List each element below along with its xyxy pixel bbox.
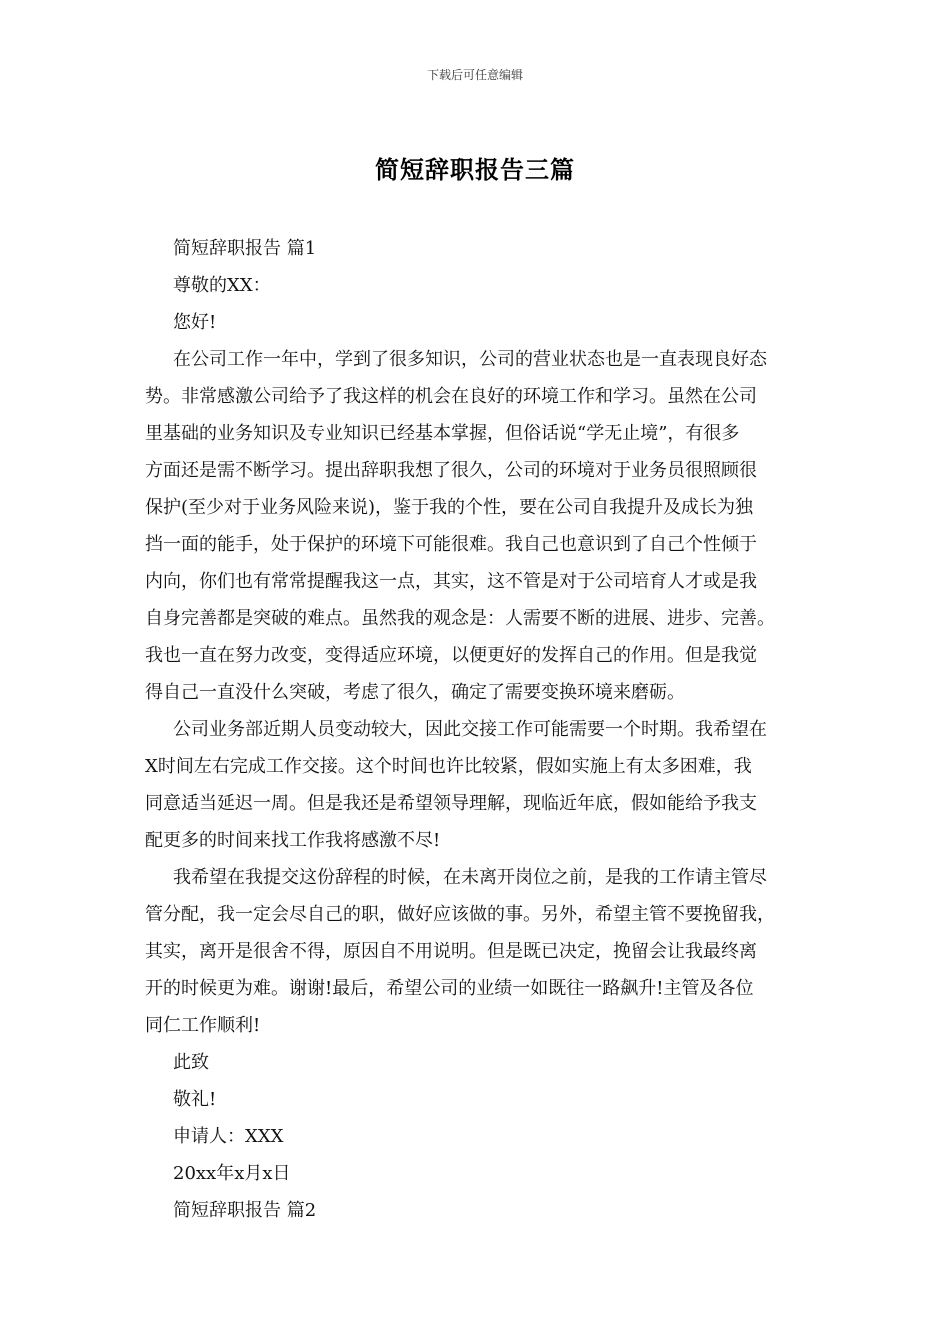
paragraph-line: 同意适当延迟一周。但是我还是希望领导理解，现临近年底，假如能给予我支 xyxy=(145,793,757,814)
paragraph-line: 公司业务部近期人员变动较大，因此交接工作可能需要一个时期。我希望在 xyxy=(173,719,767,740)
closing-line: 此致 xyxy=(173,1052,209,1073)
paragraph-line: 得自己一直没什么突破，考虑了很久，确定了需要变换环境来磨砺。 xyxy=(145,682,685,703)
document-title: 简短辞职报告三篇 xyxy=(375,155,575,184)
paragraph-line: 势。非常感激公司给予了我这样的机会在良好的环境工作和学习。虽然在公司 xyxy=(145,386,757,407)
salutation: 尊敬的XX： xyxy=(173,275,271,296)
paragraph-line: 内向，你们也有常常提醒我这一点，其实，这不管是对于公司培育人才或是我 xyxy=(145,571,757,592)
body-paragraph xyxy=(145,859,825,1044)
paragraph-line: 我希望在我提交这份辞程的时候，在未离开岗位之前，是我的工作请主管尽 xyxy=(173,867,767,888)
paragraph-line: 挡一面的能手，处于保护的环境下可能很难。我自己也意识到了自己个性倾于 xyxy=(145,534,757,555)
section-heading: 简短辞职报告 篇1 xyxy=(173,238,317,259)
greeting: 您好! xyxy=(173,312,217,333)
paragraph-line: 我也一直在努力改变，变得适应环境，以便更好的发挥自己的作用。但是我觉 xyxy=(145,645,757,666)
paragraph-line: 在公司工作一年中，学到了很多知识，公司的营业状态也是一直表现良好态 xyxy=(173,349,767,370)
paragraph-line: 里基础的业务知识及专业知识已经基本掌握，但俗话说“学无止境”，有很多 xyxy=(145,423,740,444)
header-note: 下载后可任意编辑 xyxy=(426,68,523,82)
paragraph-line: 自身完善都是突破的难点。虽然我的观念是：人需要不断的进展、进步、完善。 xyxy=(145,608,775,629)
body-paragraph xyxy=(145,341,825,711)
date: 20xx年x月x日 xyxy=(173,1163,291,1184)
paragraph-line: 其实，离开是很舍不得，原因自不用说明。但是既已决定，挽留会让我最终离 xyxy=(145,941,757,962)
document-body xyxy=(145,230,825,1229)
closing-line: 敬礼! xyxy=(173,1089,217,1110)
paragraph-line: 保护(至少对于业务风险来说)，鉴于我的个性，要在公司自我提升及成长为独 xyxy=(145,497,754,518)
paragraph-line: 配更多的时间来找工作我将感激不尽! xyxy=(145,830,441,851)
paragraph-line: 开的时候更为难。谢谢!最后，希望公司的业绩一如既往一路飙升!主管及各位 xyxy=(145,978,754,999)
paragraph-line: X时间左右完成工作交接。这个时间也许比较紧，假如实施上有太多困难，我 xyxy=(145,756,752,777)
paragraph-line: 同仁工作顺利! xyxy=(145,1015,261,1036)
paragraph-line: 管分配，我一定会尽自己的职，做好应该做的事。另外，希望主管不要挽留我， xyxy=(145,904,775,925)
body-paragraph xyxy=(145,711,825,859)
section-heading: 简短辞职报告 篇2 xyxy=(173,1200,317,1221)
applicant: 申请人：XXX xyxy=(173,1126,284,1147)
paragraph-line: 方面还是需不断学习。提出辞职我想了很久，公司的环境对于业务员很照顾很 xyxy=(145,460,757,481)
